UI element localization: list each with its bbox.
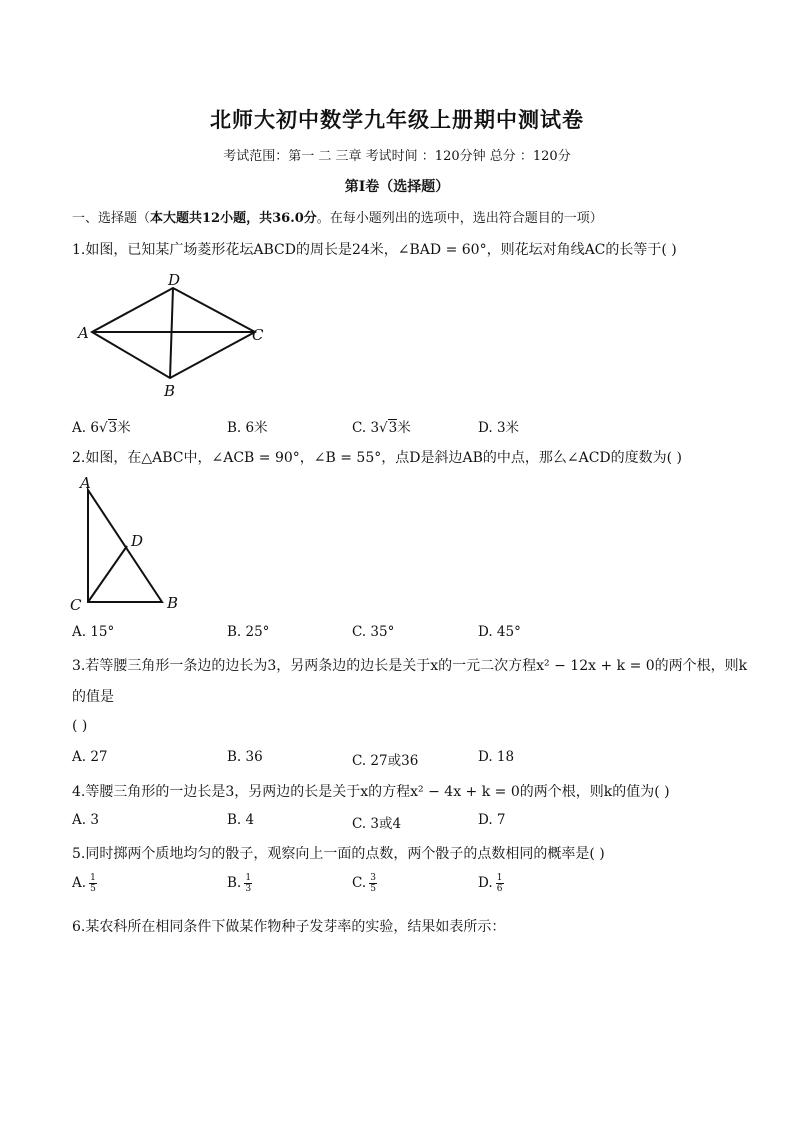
q1-option-a[interactable]: A. 6√3米 bbox=[72, 420, 131, 436]
question-4-stem: 4.等腰三角形的一边长是3，另两边的长是关于x的方程x² − 4x + k = 0的两个根，则k的值为( ) bbox=[72, 784, 670, 800]
label-c: C bbox=[70, 596, 82, 614]
section-suffix: 。在每小题列出的选项中，选出符合题目的一项） bbox=[316, 211, 603, 226]
exam-info: 考试范围：第一 二 三章 考试时间 ：120分钟 总分 ：120分 bbox=[223, 149, 571, 164]
section-bold: 本大题共12小题，共36.0分 bbox=[150, 211, 317, 226]
label-b: B bbox=[164, 382, 176, 400]
triangle-figure bbox=[66, 472, 196, 614]
question-2-stem: 2.如图，在△ABC中，∠ACB = 90°，∠B = 55°，点D是斜边AB的中点，那么∠ACD的度数为( ) bbox=[72, 450, 683, 466]
q2-option-b[interactable]: B. 25° bbox=[227, 624, 270, 640]
part-heading: 第Ⅰ卷（选择题） bbox=[344, 179, 450, 195]
q5-option-d[interactable]: D. $\frac{1}{6}$ bbox=[478, 873, 503, 894]
q4-option-a[interactable]: A. 3 bbox=[72, 812, 99, 828]
question-3-stem-line1: 3.若等腰三角形一条边的边长为3，另两条边的边长是关于x的一元二次方程x² − 12x + k = 0的两个根，则k bbox=[72, 658, 748, 674]
q1-option-b[interactable]: B. 6米 bbox=[227, 420, 268, 436]
rhombus-figure bbox=[72, 268, 272, 400]
question-5-stem: 5.同时掷两个质地均匀的骰子，观察向上一面的点数，两个骰子的点数相同的概率是( ) bbox=[72, 846, 605, 862]
q2-option-c[interactable]: C. 35° bbox=[352, 624, 395, 640]
label-b: B bbox=[167, 594, 179, 612]
q3-option-d[interactable]: D. 18 bbox=[478, 749, 515, 765]
label-d: D bbox=[168, 271, 181, 289]
exam-title: 北师大初中数学九年级上册期中测试卷 bbox=[210, 108, 584, 132]
label-a: A bbox=[78, 324, 89, 342]
q3-option-b[interactable]: B. 36 bbox=[227, 749, 263, 765]
label-c: C bbox=[252, 326, 264, 344]
question-3-paren: ( ) bbox=[72, 718, 88, 734]
q2-option-d[interactable]: D. 45° bbox=[478, 624, 521, 640]
label-d: D bbox=[131, 532, 144, 550]
q3-option-a[interactable]: A. 27 bbox=[72, 749, 108, 765]
section-heading bbox=[72, 207, 603, 226]
q5-option-a[interactable]: A. $\frac{1}{5}$ bbox=[72, 873, 96, 894]
q2-option-a[interactable]: A. 15° bbox=[72, 624, 115, 640]
question-1-stem: 1.如图，已知某广场菱形花坛ABCD的周长是24米，∠BAD = 60°，则花坛对角线AC的长等于( ) bbox=[72, 242, 677, 258]
section-prefix: 一、选择题（ bbox=[72, 211, 151, 226]
q5-option-b[interactable]: B. $\frac{1}{3}$ bbox=[227, 873, 252, 894]
q4-option-c[interactable]: C. 3或4 bbox=[352, 816, 402, 832]
q1-option-d[interactable]: D. 3米 bbox=[478, 420, 520, 436]
q1-option-c[interactable]: C. 3√3米 bbox=[352, 420, 411, 436]
q4-option-b[interactable]: B. 4 bbox=[227, 812, 255, 828]
question-6-stem: 6.某农科所在相同条件下做某作物种子发芽率的实验，结果如表所示： bbox=[72, 919, 506, 935]
label-a: A bbox=[80, 474, 91, 492]
q4-option-d[interactable]: D. 7 bbox=[478, 812, 506, 828]
q3-option-c[interactable]: C. 27或36 bbox=[352, 753, 419, 769]
q5-option-c[interactable]: C. $\frac{3}{5}$ bbox=[352, 873, 376, 894]
question-3-stem-line2: 的值是 bbox=[72, 689, 114, 705]
